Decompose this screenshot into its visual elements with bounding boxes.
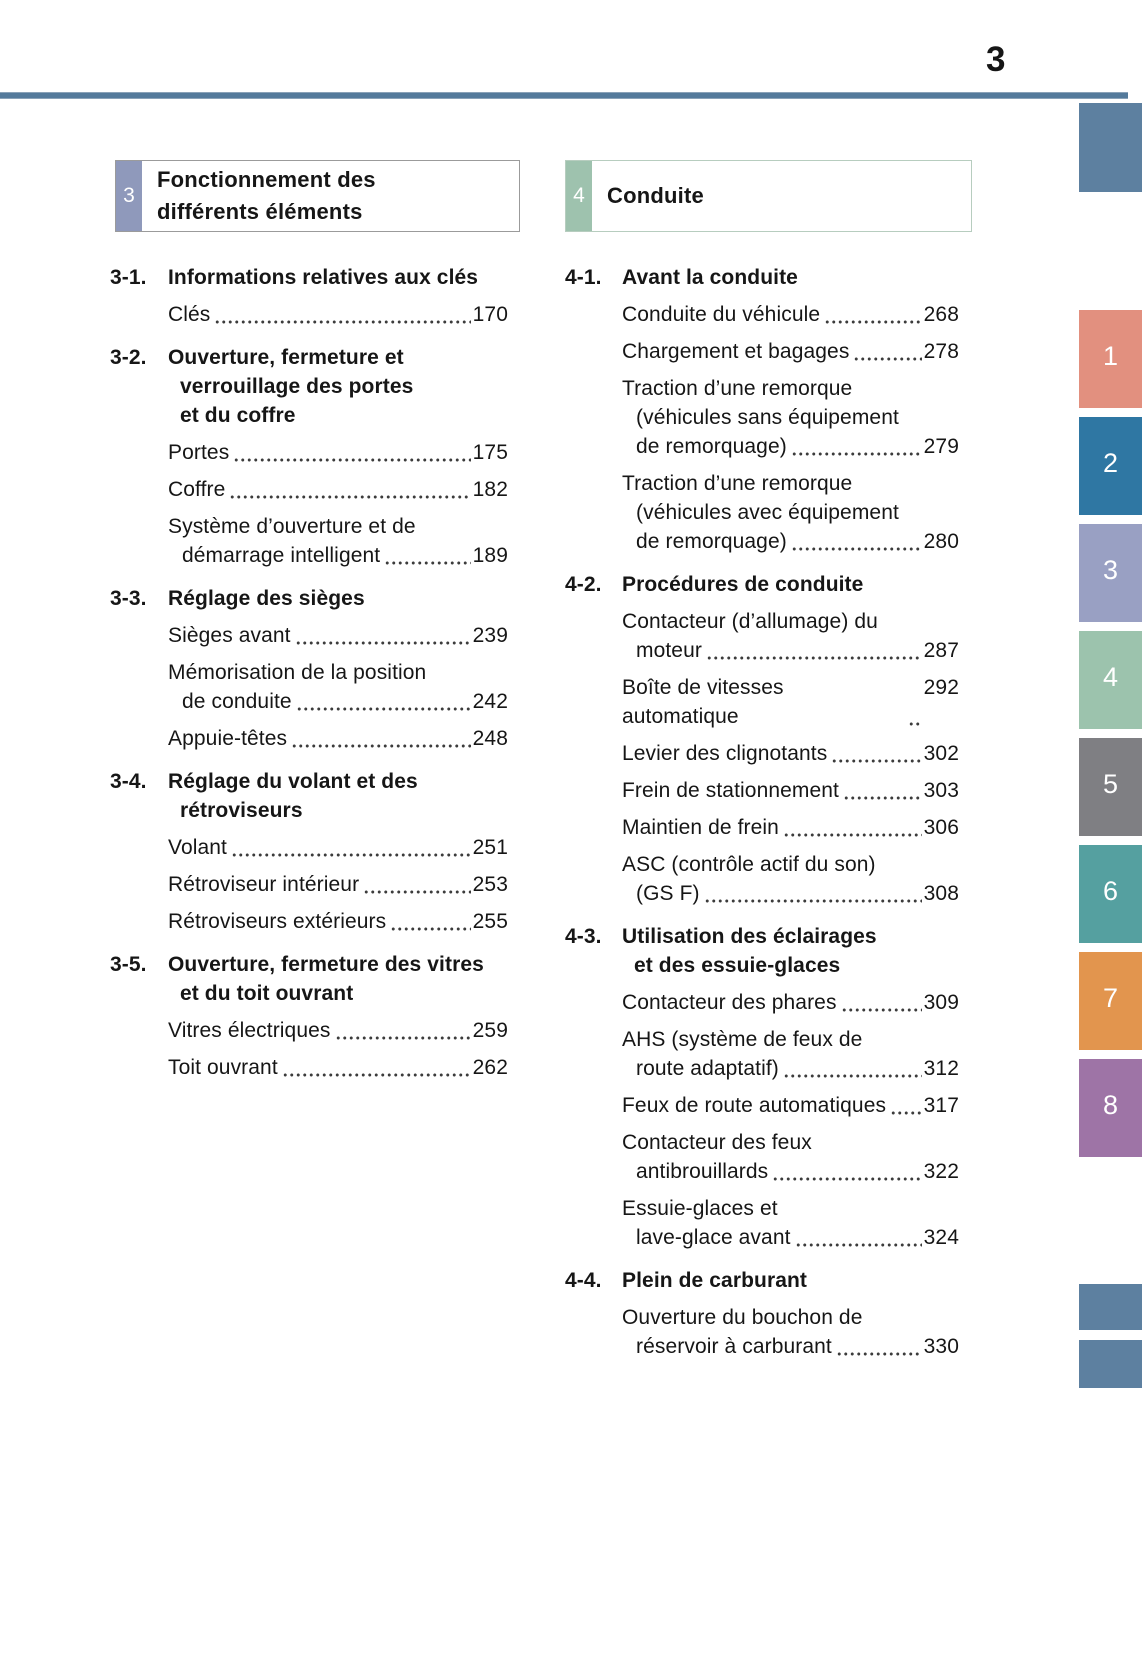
toc-entry-line: [168, 1016, 508, 1045]
section-title-line: Utilisation des éclairages: [622, 925, 877, 948]
entry-text: démarrage intelligent: [182, 544, 381, 567]
section-title-line: Avant la conduite: [622, 266, 798, 289]
toc-entry-line: [622, 1054, 959, 1083]
toc-column-right: [565, 263, 959, 1361]
entry-text: Coffre: [168, 478, 226, 501]
toc-entry-line: [622, 1194, 959, 1223]
header-rule: [0, 92, 1128, 99]
section-title: [168, 767, 508, 825]
section-title-line: Plein de carburant: [622, 1269, 808, 1292]
toc-entry-line: [168, 687, 508, 716]
side-tab-1: [1079, 310, 1142, 408]
entry-page-number: 251: [472, 836, 508, 859]
entry-text: Mémorisation de la position: [168, 661, 427, 684]
toc-entry: [168, 1053, 508, 1082]
toc-entry-line: [168, 1053, 508, 1082]
side-tab-number: 7: [1102, 983, 1119, 1013]
toc-entry: [168, 300, 508, 329]
entry-page-number: 308: [923, 882, 959, 905]
section-number: 3-4.: [110, 770, 147, 793]
section-title-line: rétroviseurs: [180, 799, 303, 822]
toc-entry: [168, 1016, 508, 1045]
entry-page-number: 278: [923, 340, 959, 363]
chapter-title-line: Conduite: [607, 183, 704, 208]
toc-entry: [168, 438, 508, 467]
dot-leader: [831, 758, 921, 764]
dot-leader: [296, 706, 471, 712]
entry-page-number: 253: [472, 873, 508, 896]
dot-leader: [791, 451, 922, 457]
chapter-number-tab: 3: [116, 161, 142, 231]
toc-entry-line: [622, 776, 959, 805]
section-title-line: Procédures de conduite: [622, 573, 864, 596]
entry-text: antibrouillards: [636, 1160, 769, 1183]
toc-entry-line: [168, 541, 508, 570]
section-title: [168, 584, 508, 613]
section-number: 4-2.: [565, 573, 602, 596]
entry-text: moteur: [636, 639, 702, 662]
section-title-line: et des essuie-glaces: [634, 954, 841, 977]
entry-text: Toit ouvrant: [168, 1056, 278, 1079]
entry-page-number: 175: [472, 441, 508, 464]
entry-page-number: 262: [472, 1056, 508, 1079]
toc-entry-line: [168, 621, 508, 650]
toc-entry-line: [622, 673, 959, 731]
dot-leader: [335, 1035, 471, 1041]
entry-page-number: 303: [923, 779, 959, 802]
toc-entry-line: [622, 636, 959, 665]
toc-entry: [622, 1303, 959, 1361]
toc-entry-line: [622, 988, 959, 1017]
section-title-line: et du toit ouvrant: [180, 982, 354, 1005]
side-tab-number: 3: [1102, 555, 1119, 585]
toc-entry-line: [622, 607, 959, 636]
side-tab-3: [1079, 524, 1142, 622]
chapter-header-box-4: [565, 160, 972, 232]
dot-leader: [390, 926, 470, 932]
toc-entry-line: [168, 438, 508, 467]
entry-page-number: 317: [923, 1094, 959, 1117]
toc-entry-line: [622, 1303, 959, 1332]
toc-section-heading: [565, 263, 959, 292]
side-tab-number: 8: [1102, 1090, 1119, 1120]
toc-entry-line: [622, 1128, 959, 1157]
side-tab-number: 6: [1102, 876, 1119, 906]
side-tab-blank: [1079, 1340, 1142, 1388]
side-tab-blank: [1079, 1284, 1142, 1330]
entry-text: Rétroviseur intérieur: [168, 873, 360, 896]
section-title: [622, 922, 959, 980]
entry-page-number: 302: [923, 742, 959, 765]
dot-leader: [282, 1072, 471, 1078]
chapter-number-tab: 4: [566, 161, 592, 231]
entry-text: Conduite du véhicule: [622, 303, 821, 326]
entry-page-number: 279: [923, 435, 959, 458]
chapter-header-box-3: [115, 160, 520, 232]
chapter-title-line: Fonctionnement des: [157, 167, 376, 192]
entry-text: Vitres électriques: [168, 1019, 331, 1042]
toc-section-heading: [110, 950, 508, 1008]
entry-text: Traction d’une remorque: [622, 377, 853, 400]
dot-leader: [772, 1176, 921, 1182]
dot-leader: [291, 743, 471, 749]
toc-entry-line: [168, 475, 508, 504]
toc-entry: [622, 469, 959, 556]
entry-page-number: 330: [923, 1335, 959, 1358]
section-title: [622, 1266, 959, 1295]
dot-leader: [233, 457, 470, 463]
entry-text: réservoir à carburant: [636, 1335, 832, 1358]
toc-entry: [622, 988, 959, 1017]
toc-entry: [622, 1128, 959, 1186]
entry-text: ASC (contrôle actif du son): [622, 853, 876, 876]
page-number: 3: [986, 40, 1007, 79]
toc-entry-line: [622, 1091, 959, 1120]
section-title: [168, 950, 508, 1008]
dot-leader: [384, 560, 470, 566]
entry-page-number: 309: [923, 991, 959, 1014]
toc-column-left: [110, 263, 508, 1082]
entry-page-number: 182: [472, 478, 508, 501]
entry-text: Maintien de frein: [622, 816, 779, 839]
toc-entry: [168, 833, 508, 862]
toc-entry-line: [622, 739, 959, 768]
entry-text: lave-glace avant: [636, 1226, 791, 1249]
toc-entry: [168, 512, 508, 570]
toc-entry: [168, 870, 508, 899]
entry-page-number: 324: [923, 1226, 959, 1249]
toc-entry: [622, 607, 959, 665]
entry-text: Traction d’une remorque: [622, 472, 853, 495]
toc-entry: [622, 776, 959, 805]
toc-section-heading: [110, 343, 508, 430]
toc-entry: [622, 739, 959, 768]
side-tab-4: [1079, 631, 1142, 729]
toc-entry-line: [622, 1157, 959, 1186]
entry-text: Clés: [168, 303, 211, 326]
side-tab-2: [1079, 417, 1142, 515]
toc-entry: [622, 374, 959, 461]
dot-leader: [295, 640, 471, 646]
section-title: [622, 263, 959, 292]
toc-entry-line: [168, 833, 508, 862]
section-title-line: verrouillage des portes: [180, 375, 414, 398]
entry-text: Portes: [168, 441, 230, 464]
entry-page-number: 292: [923, 676, 959, 699]
section-title-line: Ouverture, fermeture et: [168, 346, 404, 369]
section-title-line: Réglage du volant et des: [168, 770, 418, 793]
side-tab-number: 1: [1102, 341, 1119, 371]
toc-entry-line: [622, 1025, 959, 1054]
toc-entry-line: [168, 512, 508, 541]
toc-entry-line: [168, 870, 508, 899]
side-tab-5: [1079, 738, 1142, 836]
section-title-line: Informations relatives aux clés: [168, 266, 479, 289]
dot-leader: [908, 721, 922, 727]
entry-text: Ouverture du bouchon de: [622, 1306, 863, 1329]
dot-leader: [704, 898, 922, 904]
toc-entry-line: [622, 813, 959, 842]
toc-entry: [622, 813, 959, 842]
entry-page-number: 312: [923, 1057, 959, 1080]
section-title: [622, 570, 959, 599]
toc-section-heading: [110, 767, 508, 825]
entry-page-number: 170: [472, 303, 508, 326]
toc-entry: [622, 1025, 959, 1083]
entry-page-number: 189: [472, 544, 508, 567]
toc-entry-line: [168, 658, 508, 687]
section-number: 3-3.: [110, 587, 147, 610]
side-tab-number: 4: [1102, 662, 1119, 692]
dot-leader: [853, 356, 921, 362]
entry-text: Rétroviseurs extérieurs: [168, 910, 387, 933]
entry-text: Feux de route automatiques: [622, 1094, 887, 1117]
entry-text: Contacteur des phares: [622, 991, 837, 1014]
toc-entry: [168, 724, 508, 753]
dot-leader: [843, 795, 922, 801]
side-tab-number: 2: [1102, 448, 1119, 478]
entry-page-number: 280: [923, 530, 959, 553]
dot-leader: [795, 1242, 922, 1248]
section-number: 3-5.: [110, 953, 147, 976]
dot-leader: [231, 852, 471, 858]
section-number: 4-1.: [565, 266, 602, 289]
entry-text: (GS F): [636, 882, 700, 905]
entry-text: Boîte de vitesses automatique: [622, 676, 784, 728]
dot-leader: [706, 655, 922, 661]
entry-page-number: 268: [923, 303, 959, 326]
toc-entry-line: [168, 907, 508, 936]
dot-leader: [229, 494, 470, 500]
toc-entry-line: [622, 527, 959, 556]
entry-text: Contacteur (d’allumage) du: [622, 610, 878, 633]
chapter-title-line: différents éléments: [157, 199, 363, 224]
entry-text: de remorquage): [636, 530, 787, 553]
entry-text: (véhicules sans équipement: [636, 406, 899, 429]
toc-section-heading: [110, 263, 508, 292]
side-tab-6: [1079, 845, 1142, 943]
dot-leader: [791, 546, 922, 552]
entry-text: Volant: [168, 836, 227, 859]
entry-text: de remorquage): [636, 435, 787, 458]
dot-leader: [890, 1110, 922, 1116]
section-title: [168, 263, 508, 292]
side-tab-7: [1079, 952, 1142, 1050]
entry-page-number: 248: [472, 727, 508, 750]
toc-entry-line: [622, 432, 959, 461]
entry-text: (véhicules avec équipement: [636, 501, 899, 524]
toc-entry-line: [622, 374, 959, 403]
side-tab-8: [1079, 1059, 1142, 1157]
toc-entry-line: [622, 403, 959, 432]
toc-entry-line: [622, 850, 959, 879]
toc-entry: [168, 475, 508, 504]
toc-entry: [622, 673, 959, 731]
toc-entry-line: [622, 337, 959, 366]
chapter-title: [592, 161, 971, 231]
entry-text: Frein de stationnement: [622, 779, 839, 802]
dot-leader: [363, 889, 470, 895]
side-tab-blank: [1079, 103, 1142, 192]
section-title-line: et du coffre: [180, 404, 296, 427]
section-title-line: Ouverture, fermeture des vitres: [168, 953, 484, 976]
entry-text: Appuie-têtes: [168, 727, 288, 750]
toc-entry: [168, 907, 508, 936]
toc-entry: [622, 1194, 959, 1252]
entry-page-number: 306: [923, 816, 959, 839]
toc-entry: [622, 850, 959, 908]
section-number: 3-1.: [110, 266, 147, 289]
entry-text: route adaptatif): [636, 1057, 779, 1080]
toc-entry-line: [622, 300, 959, 329]
toc-section-heading: [565, 1266, 959, 1295]
section-title: [168, 343, 508, 430]
toc-entry: [622, 337, 959, 366]
toc-entry: [168, 658, 508, 716]
entry-text: Contacteur des feux: [622, 1131, 812, 1154]
dot-leader: [214, 319, 470, 325]
chapter-title: [142, 161, 519, 231]
entry-text: Sièges avant: [168, 624, 291, 647]
toc-entry: [622, 300, 959, 329]
section-number: 4-4.: [565, 1269, 602, 1292]
toc-entry: [622, 1091, 959, 1120]
toc-entry-line: [168, 724, 508, 753]
section-title-line: Réglage des sièges: [168, 587, 365, 610]
dot-leader: [824, 319, 922, 325]
dot-leader: [836, 1351, 922, 1357]
entry-text: Chargement et bagages: [622, 340, 850, 363]
entry-text: Essuie-glaces et: [622, 1197, 778, 1220]
entry-text: AHS (système de feux de: [622, 1028, 863, 1051]
entry-page-number: 259: [472, 1019, 508, 1042]
entry-page-number: 239: [472, 624, 508, 647]
section-number: 3-2.: [110, 346, 147, 369]
entry-text: de conduite: [182, 690, 292, 713]
dot-leader: [841, 1007, 922, 1013]
dot-leader: [783, 832, 922, 838]
side-tab-number: 5: [1102, 769, 1119, 799]
toc-entry-line: [168, 300, 508, 329]
entry-page-number: 242: [472, 690, 508, 713]
toc-entry: [168, 621, 508, 650]
toc-entry-line: [622, 1223, 959, 1252]
toc-entry-line: [622, 498, 959, 527]
entry-page-number: 322: [923, 1160, 959, 1183]
toc-entry-line: [622, 469, 959, 498]
dot-leader: [783, 1073, 922, 1079]
section-number: 4-3.: [565, 925, 602, 948]
toc-section-heading: [565, 570, 959, 599]
toc-section-heading: [565, 922, 959, 980]
entry-text: Levier des clignotants: [622, 742, 828, 765]
entry-page-number: 287: [923, 639, 959, 662]
toc-section-heading: [110, 584, 508, 613]
entry-text: Système d’ouverture et de: [168, 515, 416, 538]
entry-page-number: 255: [472, 910, 508, 933]
toc-entry-line: [622, 879, 959, 908]
toc-entry-line: [622, 1332, 959, 1361]
